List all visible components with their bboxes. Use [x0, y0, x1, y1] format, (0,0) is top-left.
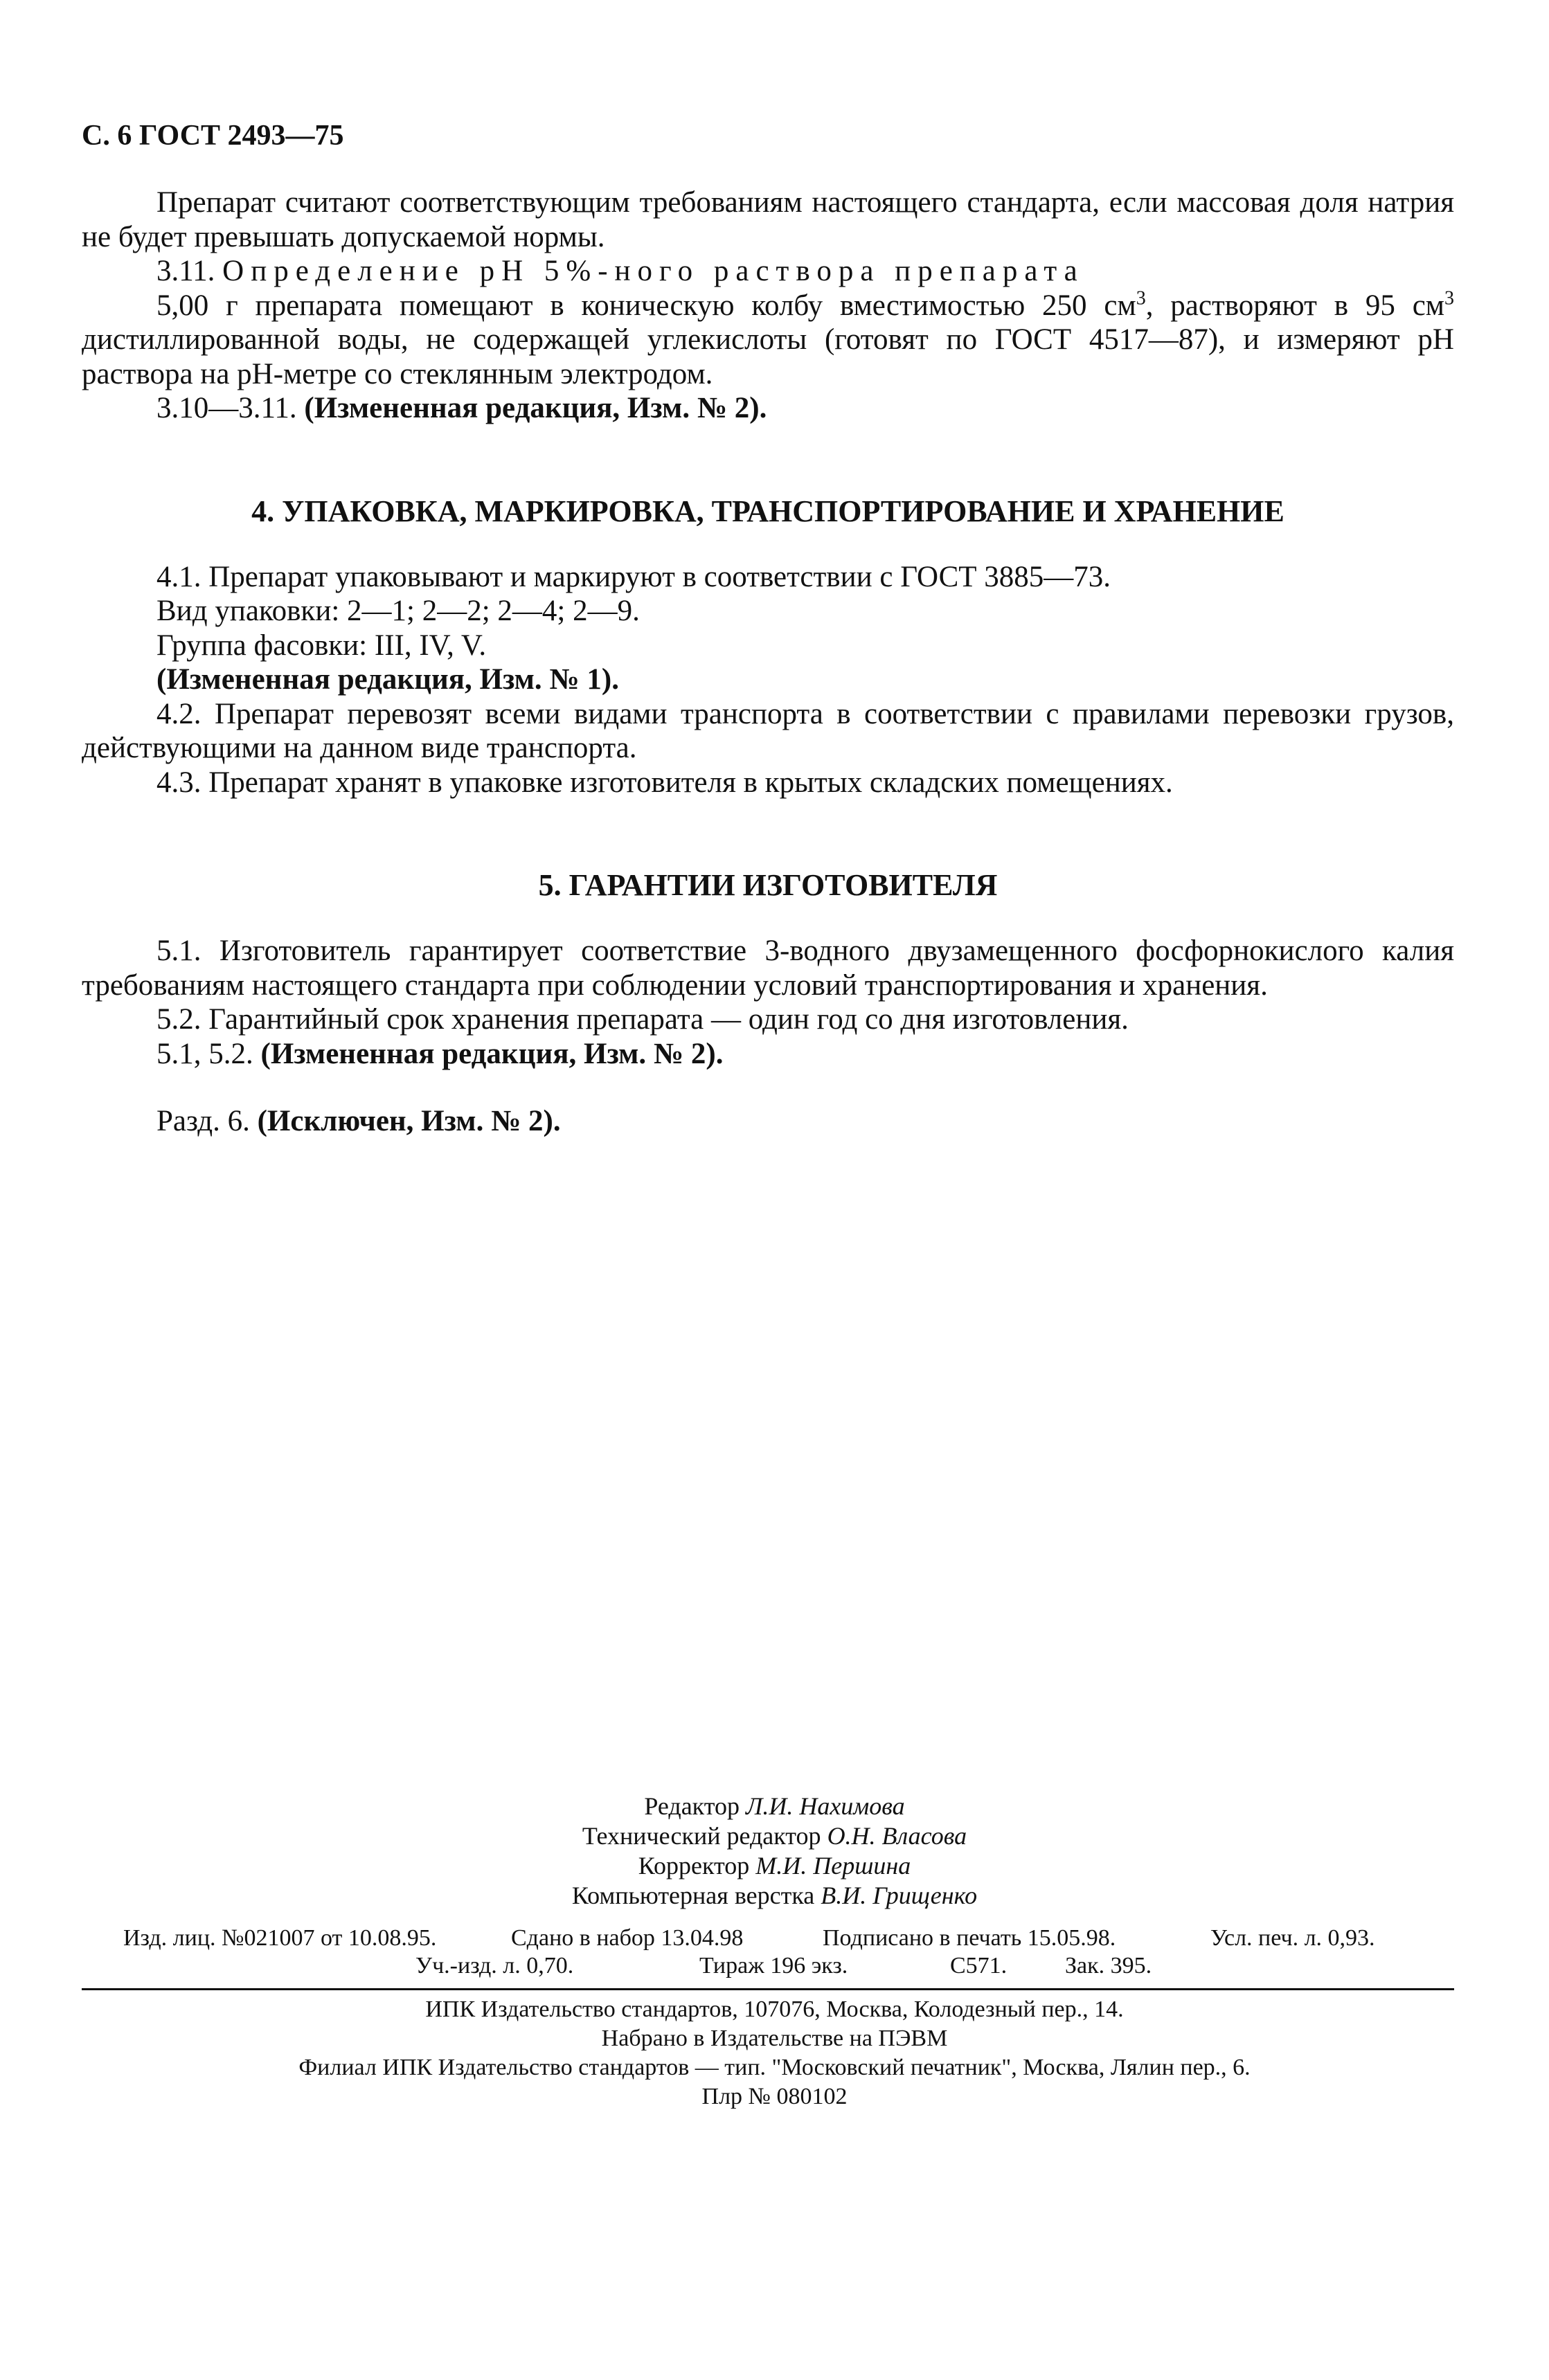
publisher-line: ИПК Издательство стандартов, 107076, Москва, Колодезный пер., 14. — [425, 1996, 1124, 2022]
section-6-excluded-note — [82, 1104, 1454, 1139]
paragraph-5-1: 5.1. Изготовитель гарантирует соответствие 3-водного двузамещенного фосфорнокислого калия требованиям настоящего стандарта при соблюдении условий транспортирования и хранения. — [82, 935, 1454, 1002]
credit-layout — [0, 1881, 1549, 1911]
text-fragment: 5,00 г препарата помещают в коническую колбу вместимостью 250 см — [156, 289, 1136, 322]
publisher-line: Плр № 080102 — [701, 2084, 848, 2109]
spacer — [82, 426, 1454, 494]
imprint-pub-sheets: Уч.-изд. л. 0,70. — [415, 1953, 574, 1978]
spacer — [82, 903, 1454, 934]
amendment-note-5 — [82, 1037, 1454, 1072]
credit-label: Редактор — [644, 1792, 740, 1820]
credits-block — [0, 1792, 1549, 1911]
paragraph-pack-type: Вид упаковки: 2—1; 2—2; 2—4; 2—9. — [156, 595, 640, 627]
imprint-order: Зак. 395. — [1065, 1953, 1152, 1978]
paragraph-sodium-conclusion: Препарат считают соответствующим требованиям настоящего стандарта, если массовая доля натрия не будет превышать допускаемой нормы. — [82, 186, 1454, 253]
paragraph-4-3: 4.3. Препарат хранят в упаковке изготовителя в крытых складских помещениях. — [156, 766, 1173, 799]
spacer — [82, 530, 1454, 560]
section-ref: Разд. 6. — [156, 1105, 250, 1137]
amendment-note-4: (Измененная редакция, Изм. № 1). — [156, 663, 619, 696]
clause-title: Определение рН 5%-ного раствора препарата — [222, 255, 1084, 287]
paragraph-ph-method — [82, 289, 1454, 392]
paragraph-4-1: 4.1. Препарат упаковывают и маркируют в соответствии с ГОСТ 3885—73. — [156, 560, 1111, 593]
imprint-line-1 — [123, 1924, 1418, 1952]
section-5-title: 5. ГАРАНТИИ ИЗГОТОВИТЕЛЯ — [538, 868, 998, 902]
amendment-text: (Измененная редакция, Изм. № 2). — [304, 392, 767, 424]
credit-corrector — [0, 1851, 1549, 1881]
paragraph-4-2: 4.2. Препарат перевозят всеми видами транспорта в соответствии с правилами перевозки грузов, действующими на данном виде транспорта. — [82, 697, 1454, 764]
imprint-licence: Изд. лиц. №021007 от 10.08.95. — [123, 1925, 437, 1951]
credit-tech-editor — [0, 1821, 1549, 1851]
credit-name: В.И. Грищенко — [821, 1882, 978, 1909]
imprint-run: Тираж 196 экз. — [699, 1953, 848, 1978]
publisher-line: Набрано в Издательстве на ПЭВМ — [601, 2026, 948, 2051]
amendment-note-3 — [82, 391, 1454, 426]
superscript: 3 — [1136, 287, 1146, 309]
imprint-line-2 — [123, 1952, 1418, 1980]
clause-number: 3.11. — [156, 255, 215, 287]
amendment-ref: 5.1, 5.2. — [156, 1037, 253, 1070]
paragraph-pack-group: Группа фасовки: III, IV, V. — [156, 629, 487, 662]
amendment-ref: 3.10—3.11. — [156, 392, 297, 424]
text-fragment: дистиллированной воды, не содержащей углекислоты (готовят по ГОСТ 4517—87), и измеряют рН раствора на рН-метре со стеклянным электродом. — [82, 323, 1454, 390]
imprint-code: С571. — [950, 1953, 1008, 1978]
credit-label: Технический редактор — [582, 1822, 821, 1850]
superscript: 3 — [1444, 287, 1455, 309]
spacer — [82, 1071, 1454, 1104]
publisher-line: Филиал ИПК Издательство стандартов — тип. "Московский печатник", Москва, Лялин пер., 6. — [298, 2055, 1251, 2080]
paragraph-5-2: 5.2. Гарантийный срок хранения препарата — один год со дня изготовления. — [156, 1003, 1129, 1036]
document-body — [82, 186, 1454, 1139]
text-fragment: , растворяют в 95 см — [1145, 289, 1445, 322]
spacer — [82, 800, 1454, 867]
section-excluded-text: (Исключен, Изм. № 2). — [257, 1105, 561, 1137]
clause-3-11-heading — [82, 254, 1454, 289]
running-header: С. 6 ГОСТ 2493—75 — [82, 120, 344, 152]
credit-name: М.И. Першина — [755, 1852, 911, 1879]
imprint-print-sheets: Усл. печ. л. 0,93. — [1210, 1925, 1375, 1951]
credit-label: Компьютерная верстка — [571, 1882, 815, 1909]
credit-editor — [0, 1792, 1549, 1821]
section-4-title: 4. УПАКОВКА, МАРКИРОВКА, ТРАНСПОРТИРОВАНИЕ И ХРАНЕНИЕ — [251, 494, 1284, 528]
credit-label: Корректор — [638, 1852, 750, 1879]
imprint-signed-date: Подписано в печать 15.05.98. — [823, 1925, 1116, 1951]
credit-name: Л.И. Нахимова — [745, 1792, 905, 1820]
imprint-divider — [82, 1988, 1454, 1990]
credit-name: О.Н. Власова — [827, 1822, 967, 1850]
imprint-block — [123, 1924, 1418, 1980]
imprint-typeset-date: Сдано в набор 13.04.98 — [511, 1925, 744, 1951]
amendment-text: (Измененная редакция, Изм. № 2). — [260, 1037, 724, 1070]
publisher-block — [0, 1995, 1549, 2111]
